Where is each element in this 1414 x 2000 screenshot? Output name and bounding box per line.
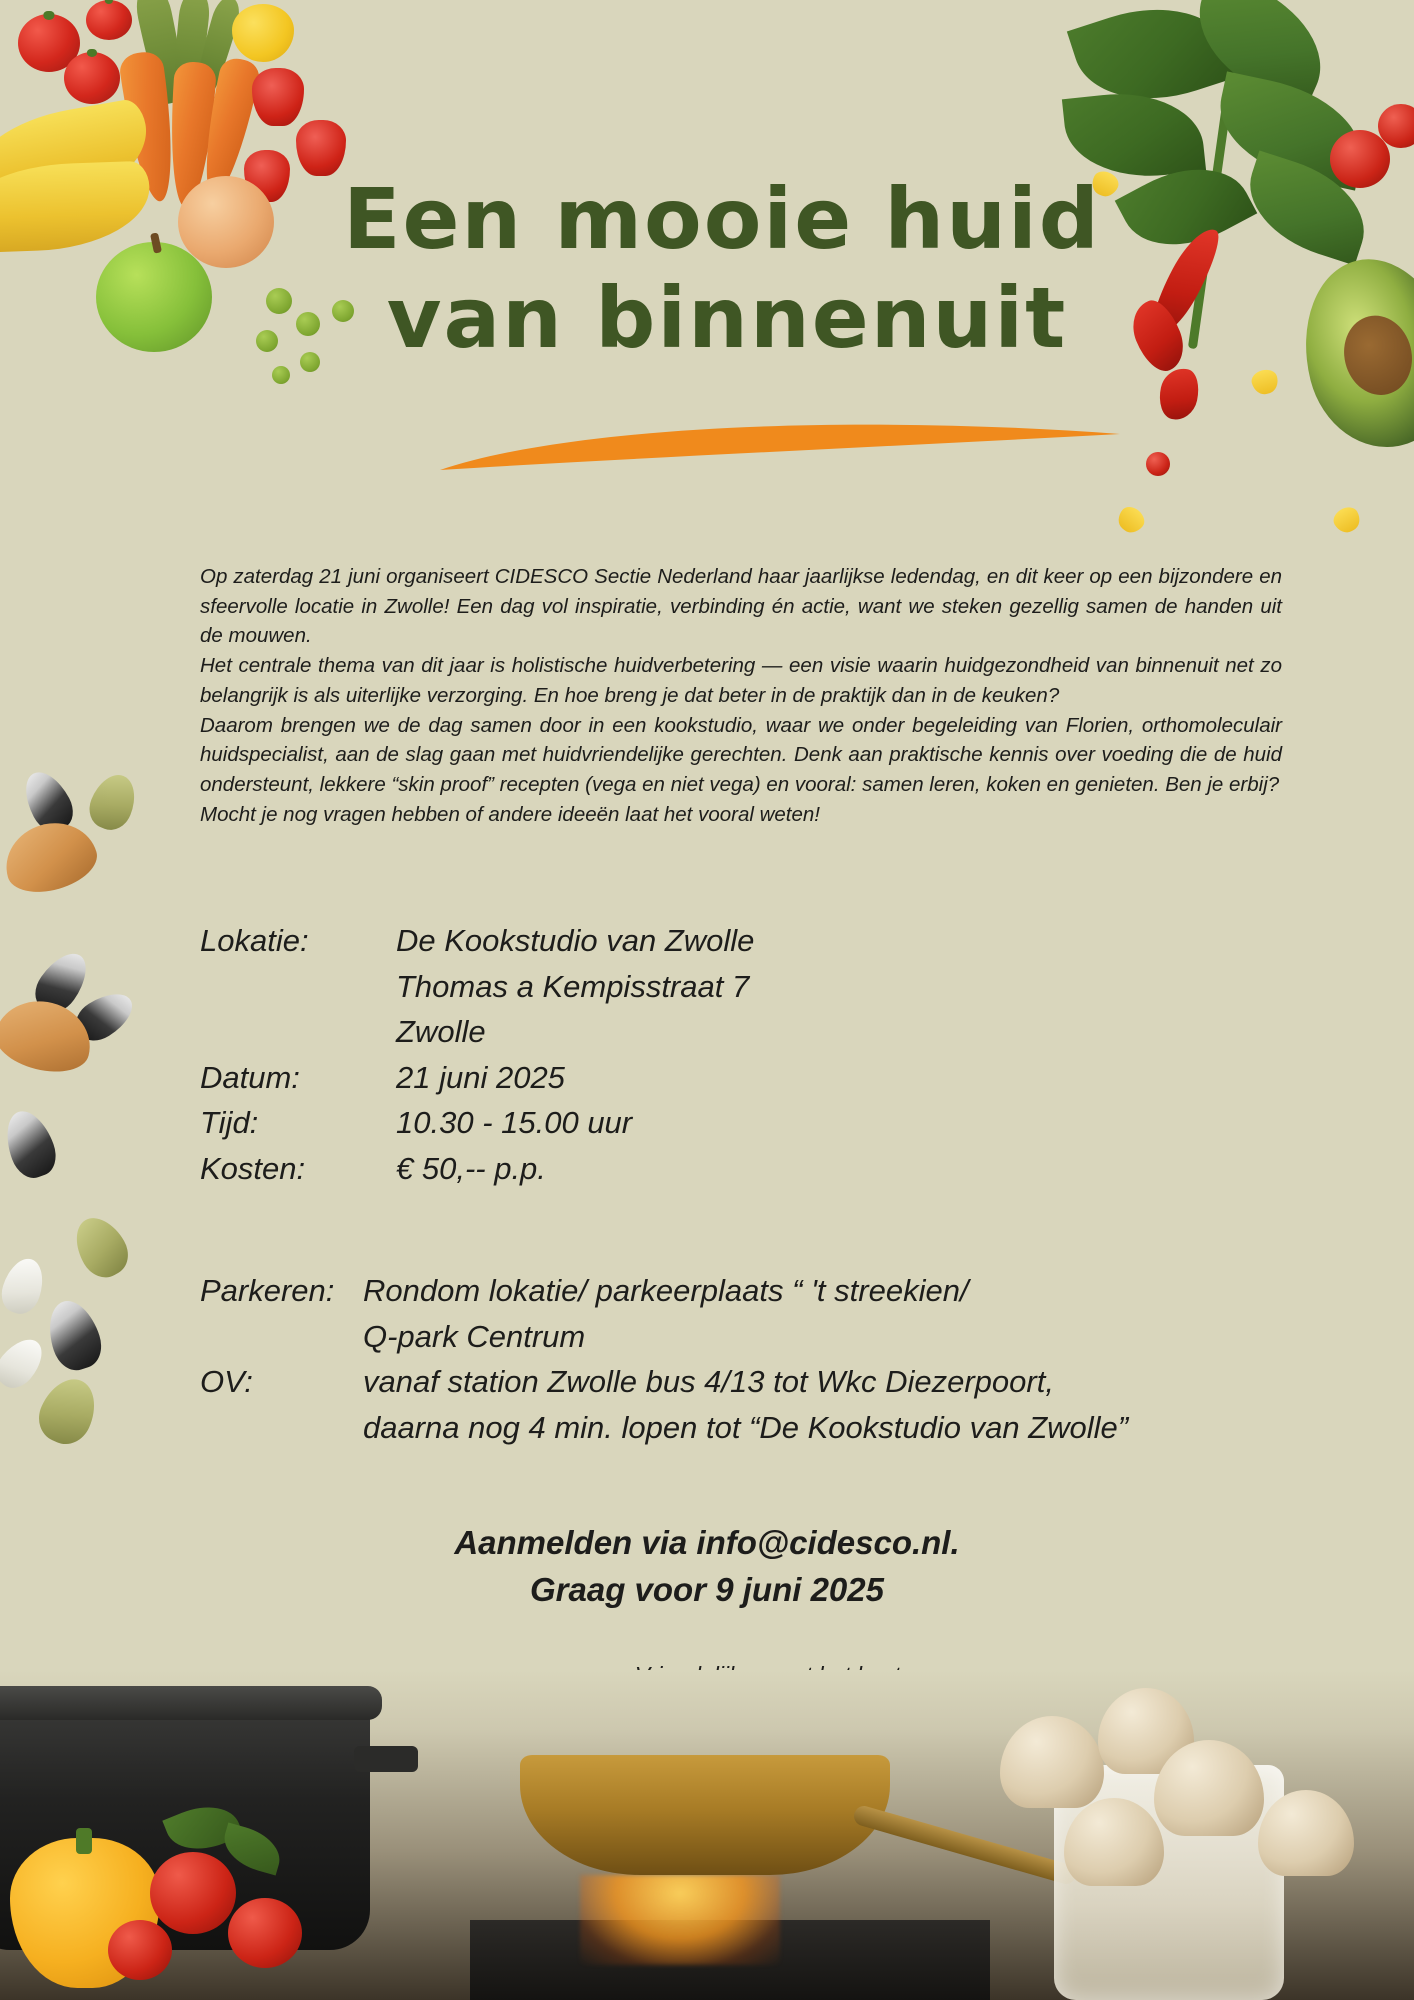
- detail-row-time: [200, 1100, 1300, 1146]
- travel-row-parking: [200, 1268, 1360, 1314]
- pumpkin-seed-icon: [31, 1370, 105, 1451]
- pot-handle: [354, 1746, 418, 1772]
- almond-icon: [0, 813, 103, 902]
- signup-line-1: Aanmelden via info@cidesco.nl.: [454, 1524, 960, 1561]
- pumpkin-seed-icon: [83, 768, 143, 836]
- almond-icon: [0, 991, 99, 1080]
- headline-line-1: Een mooie huid: [343, 170, 1101, 268]
- signup-line-2: Graag voor 9 juni 2025: [530, 1570, 884, 1608]
- sunflower-seed-icon: [0, 1105, 62, 1184]
- cherry-tomato-icon: [1146, 452, 1170, 476]
- detail-row-date: [200, 1055, 1300, 1101]
- transit-value-line-2: daarna nog 4 min. lopen tot “De Kookstudio van Zwolle”: [363, 1409, 1129, 1445]
- transit-label: OV:: [200, 1364, 253, 1400]
- intro-paragraph-1: Op zaterdag 21 juni organiseert CIDESCO Sectie Nederland haar jaarlijkse ledendag, en dit keer op een bijzondere en sfeervolle locatie in Zwolle! Een dag vol inspiratie, verbinding én actie, want we steken gezellig samen de handen uit de mouwen.: [200, 565, 1282, 648]
- avocado-icon: [1285, 243, 1414, 463]
- peach-icon: [178, 176, 274, 268]
- strawberry-icon: [296, 120, 346, 176]
- detail-row-location-street: [200, 964, 1300, 1010]
- headline-underline-brushstroke: [430, 410, 1130, 482]
- pea-icon: [332, 300, 354, 322]
- intro-text: [200, 562, 1282, 829]
- time-value: 10.30 - 15.00 uur: [396, 1105, 633, 1141]
- travel-row-transit-2: [200, 1405, 1360, 1451]
- white-seed-icon: [0, 1331, 51, 1396]
- white-seed-icon: [0, 1253, 50, 1318]
- location-label: Lokatie:: [200, 923, 309, 958]
- detail-row-location-city: [200, 1009, 1300, 1055]
- parking-value-line-2: Q-park Centrum: [363, 1318, 586, 1354]
- corn-kernel-icon: [1113, 502, 1148, 537]
- lemon-icon: [232, 4, 294, 62]
- cherry-tomato-icon: [1330, 130, 1390, 188]
- corn-kernel-icon: [1249, 367, 1280, 397]
- tomato-icon: [150, 1852, 236, 1934]
- travel-row-transit: [200, 1359, 1360, 1405]
- detail-row-location: [200, 918, 1300, 964]
- tomato-icon: [228, 1898, 302, 1968]
- date-value: 21 juni 2025: [396, 1059, 565, 1095]
- kitchen-scene-footer: [0, 1670, 1414, 2000]
- pea-icon: [272, 366, 290, 384]
- event-details: [200, 918, 1300, 1191]
- strawberry-icon: [252, 68, 304, 126]
- spacer-label: [200, 1009, 380, 1055]
- corn-kernel-icon: [1088, 168, 1122, 201]
- signup-block: [0, 1520, 1414, 1614]
- location-value-line-3: Zwolle: [396, 1014, 486, 1050]
- travel-info: [200, 1268, 1360, 1450]
- date-label: Datum:: [200, 1059, 300, 1095]
- cost-value: € 50,-- p.p.: [396, 1150, 546, 1186]
- pea-icon: [256, 330, 278, 352]
- pea-icon: [296, 312, 320, 336]
- tomato-icon: [86, 0, 132, 40]
- frying-pan-icon: [520, 1755, 890, 1875]
- location-value-line-1: De Kookstudio van Zwolle: [396, 923, 755, 958]
- intro-paragraph-2: Het centrale thema van dit jaar is holistische huidverbetering — een visie waarin huidgezondheid van binnenuit net zo belangrijk is als uiterlijke verzorging. En hoe breng je dat beter in de praktijk dan in de keuken?: [200, 654, 1282, 707]
- pea-icon: [266, 288, 292, 314]
- location-value-line-2: Thomas a Kempisstraat 7: [396, 968, 750, 1004]
- intro-paragraph-4: Mocht je nog vragen hebben of andere ideeën laat het vooral weten!: [200, 802, 820, 826]
- spacer-label: [200, 964, 380, 1010]
- tomato-icon: [64, 52, 120, 104]
- cost-label: Kosten:: [200, 1150, 306, 1186]
- parking-value-line-1: Rondom lokatie/ parkeerplaats “ 't streekien/: [363, 1273, 969, 1308]
- parking-label: Parkeren:: [200, 1273, 335, 1308]
- time-label: Tijd:: [200, 1105, 259, 1141]
- transit-value-line-1: vanaf station Zwolle bus 4/13 tot Wkc Diezerpoort,: [363, 1364, 1054, 1400]
- corn-kernel-icon: [1330, 503, 1365, 537]
- pea-icon: [300, 352, 320, 372]
- chili-pepper-icon: [1155, 365, 1203, 424]
- apple-icon: [96, 242, 212, 352]
- banana-icon: [0, 161, 151, 254]
- travel-row-parking-2: [200, 1314, 1360, 1360]
- detail-row-cost: [200, 1146, 1300, 1192]
- gas-flame-icon: [580, 1875, 780, 1965]
- intro-paragraph-3: Daarom brengen we de dag samen door in een kookstudio, waar we onder begeleiding van Florien, orthomoleculair huidspecialist, aan de slag gaan met huidvriendelijke gerechten. Denk aan praktische kennis over voeding die de huid ondersteunt, lekkere “skin proof” recepten (vega en niet vega) en vooral: samen leren, koken en genieten. Ben je erbij?: [200, 713, 1282, 797]
- headline-line-2: van binnenuit: [386, 269, 1068, 368]
- sunflower-seed-icon: [40, 1294, 107, 1375]
- pumpkin-seed-icon: [66, 1209, 137, 1286]
- tomato-icon: [108, 1920, 172, 1980]
